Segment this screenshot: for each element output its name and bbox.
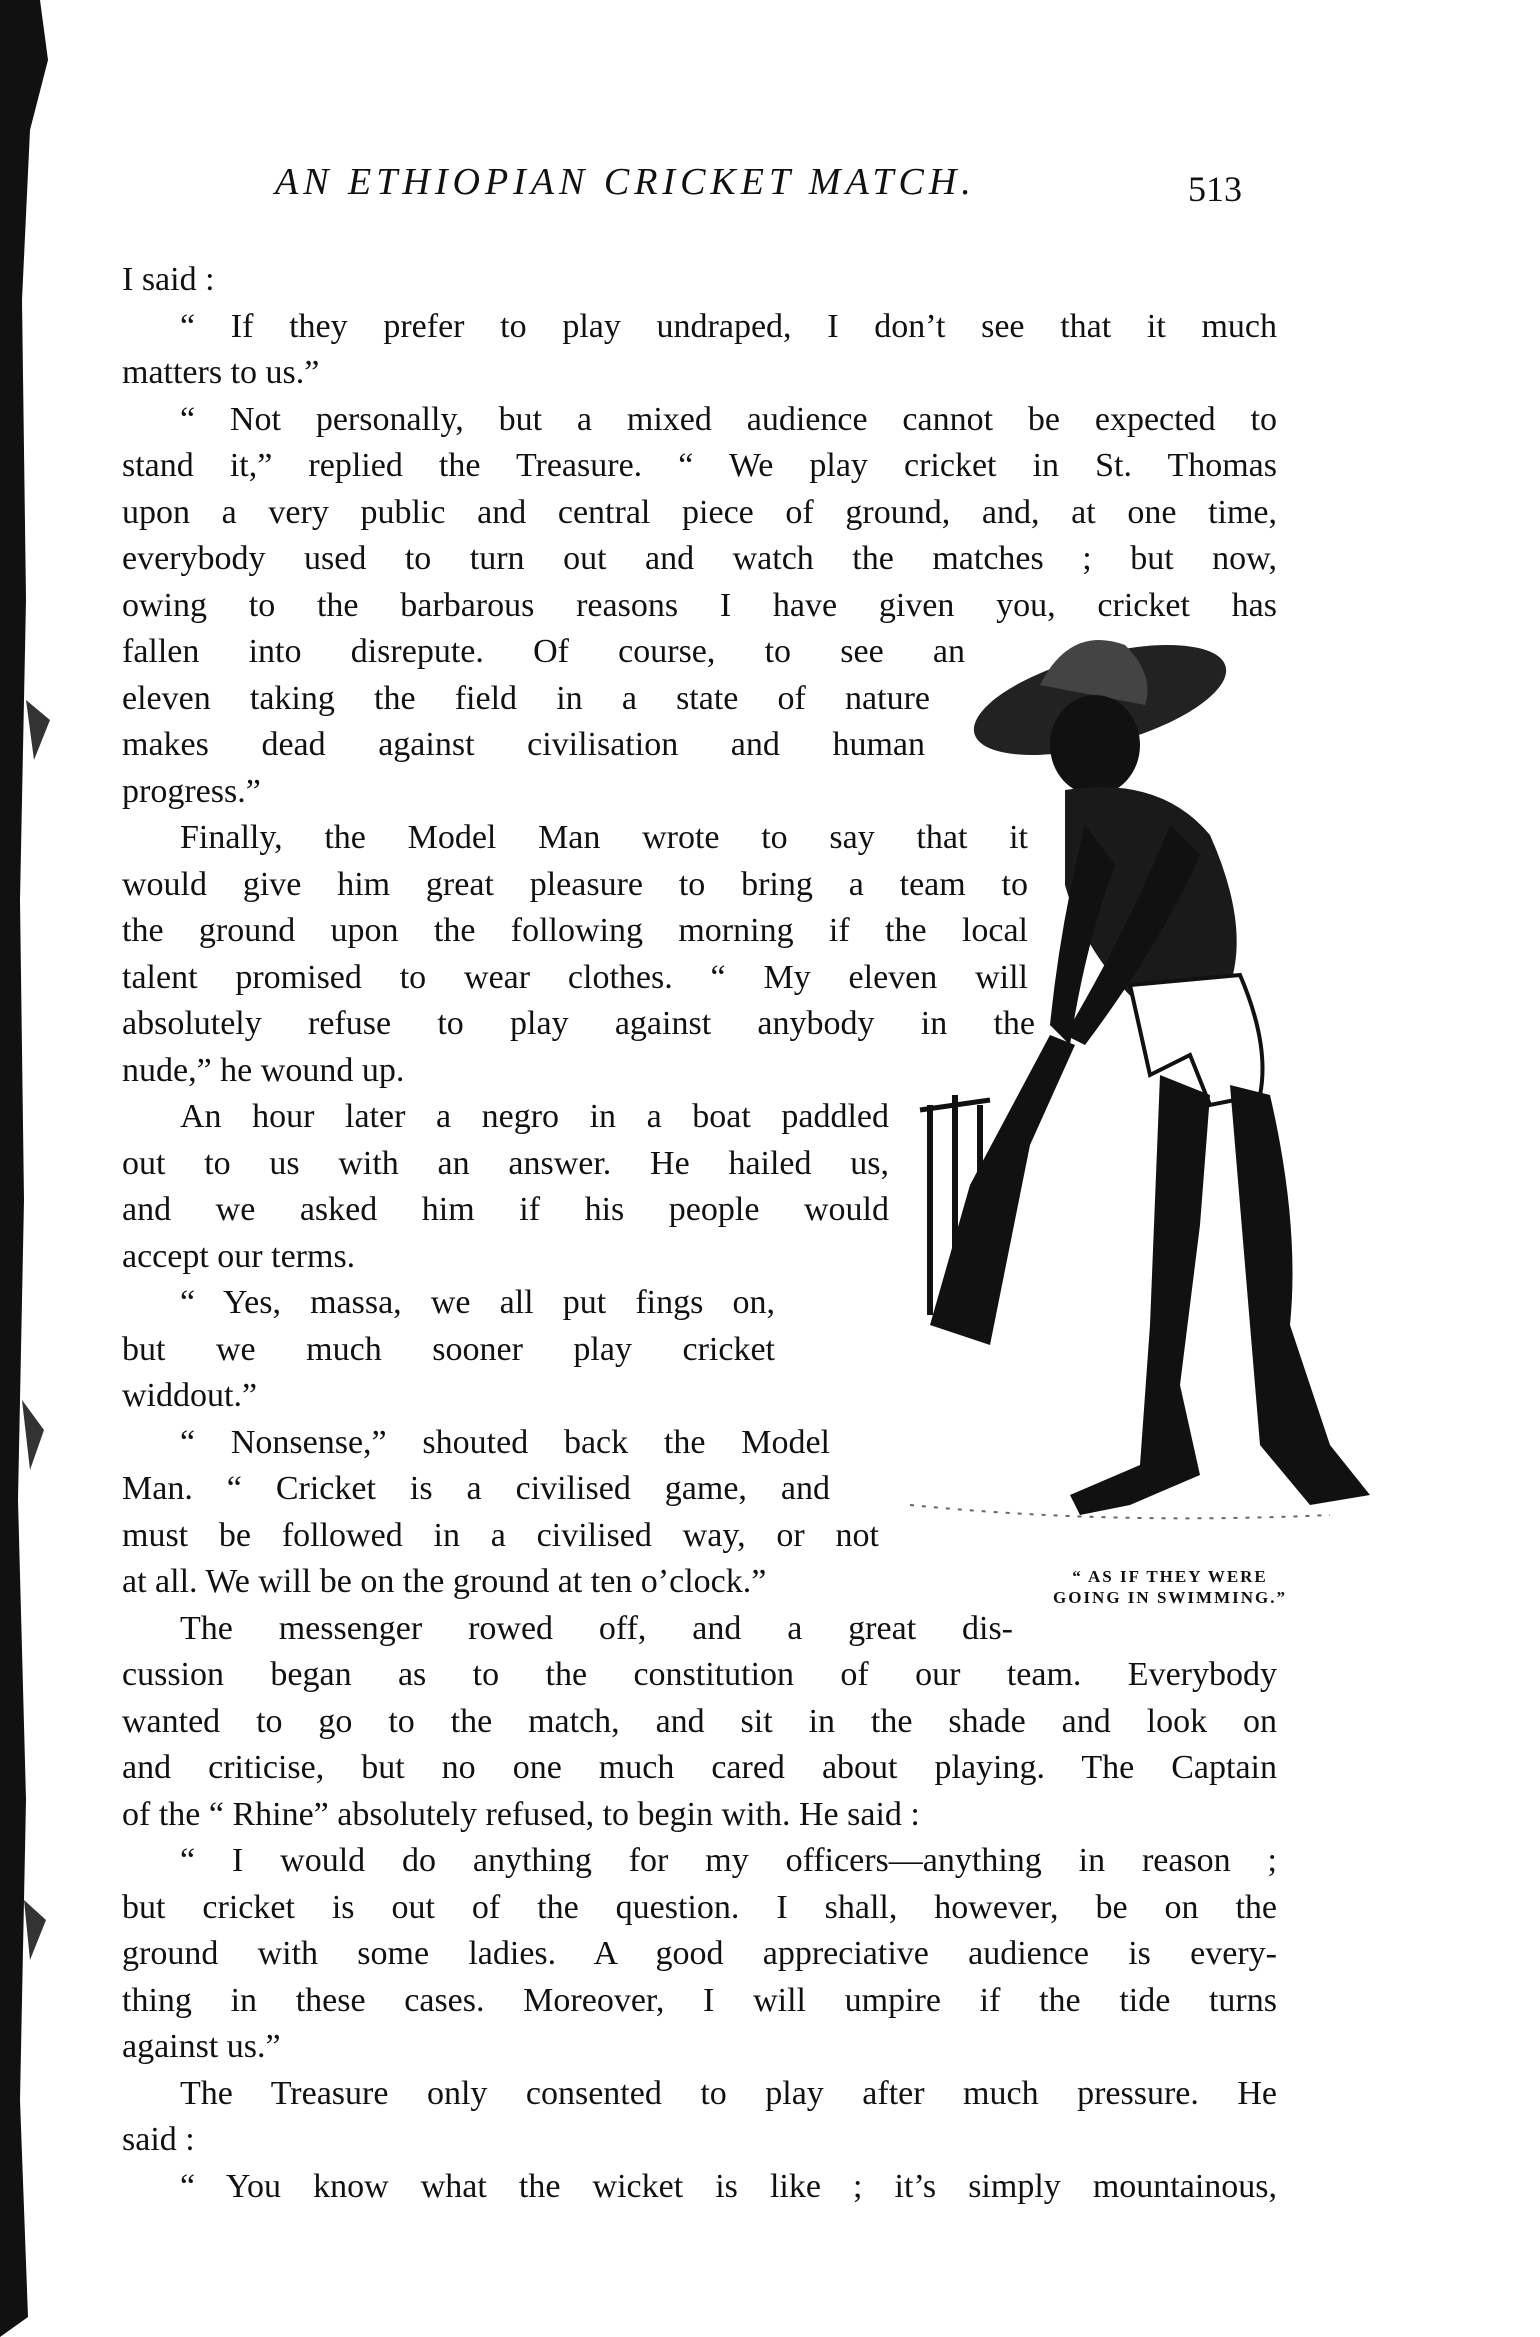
text-line: at all. We will be on the ground at ten o’clock.” xyxy=(122,1563,767,1600)
text-line: against us.” xyxy=(122,2028,281,2065)
caption-line-1: “ AS IF THEY WERE xyxy=(1072,1567,1268,1586)
text-line: would give him great pleasure to bring a team to xyxy=(122,865,1028,903)
text-line: “ I would do anything for my officers—anything in reason ; xyxy=(180,1842,1277,1879)
text-line: eleven taking the field in a state of nature xyxy=(122,679,930,717)
text-line: absolutely refuse to play against anybody in the xyxy=(122,1005,1035,1042)
text-line: nude,” he wound up. xyxy=(122,1051,405,1089)
text-line: makes dead against civilisation and human xyxy=(122,726,925,763)
text-line: “ You know what the wicket is like ; it’s simply mountainous, xyxy=(180,2167,1277,2205)
batsman-illustration xyxy=(910,625,1430,1555)
text-line: Man. “ Cricket is a civilised game, and xyxy=(122,1470,830,1507)
text-line: and criticise, but no one much cared about playing. The Captain xyxy=(122,1749,1277,1786)
text-line: matters to us.” xyxy=(122,354,320,391)
text-line: The Treasure only consented to play after much pressure. He xyxy=(180,2074,1277,2112)
text-line: out to us with an answer. He hailed us, xyxy=(122,1144,889,1182)
text-line: cussion began as to the constitution of our team. Everybody xyxy=(122,1656,1277,1693)
running-header: AN ETHIOPIAN CRICKET MATCH. xyxy=(275,161,976,203)
text-line: but we much sooner play cricket xyxy=(122,1330,775,1368)
text-line: The messenger rowed off, and a great dis- xyxy=(180,1609,1013,1647)
scan-binding-edge xyxy=(0,0,60,2337)
text-line: upon a very public and central piece of ground, and, at one time, xyxy=(122,493,1277,531)
text-line: widdout.” xyxy=(122,1377,258,1414)
text-line: must be followed in a civilised way, or not xyxy=(122,1516,879,1554)
text-line: talent promised to wear clothes. “ My eleven will xyxy=(122,958,1028,996)
text-line: “ Nonsense,” shouted back the Model xyxy=(180,1423,830,1461)
text-line: stand it,” replied the Treasure. “ We play cricket in St. Thomas xyxy=(122,447,1277,484)
text-line: but cricket is out of the question. I shall, however, be on the xyxy=(122,1888,1277,1926)
text-line: owing to the barbarous reasons I have given you, cricket has xyxy=(122,586,1277,624)
text-line: the ground upon the following morning if the local xyxy=(122,912,1028,949)
text-line: ground with some ladies. A good appreciative audience is every- xyxy=(122,1935,1277,1972)
text-line: wanted to go to the match, and sit in the shade and look on xyxy=(122,1702,1277,1740)
text-line: everybody used to turn out and watch the matches ; but now, xyxy=(122,540,1277,577)
text-line: said : xyxy=(122,2121,195,2158)
illustration-caption xyxy=(1025,1566,1315,1608)
page-number: 513 xyxy=(1188,169,1242,209)
text-line: fallen into disrepute. Of course, to see an xyxy=(122,633,965,670)
text-line: Finally, the Model Man wrote to say that it xyxy=(180,819,1028,856)
text-line: and we asked him if his people would xyxy=(122,1191,889,1228)
text-line: “ Yes, massa, we all put fings on, xyxy=(180,1284,775,1321)
text-line: accept our terms. xyxy=(122,1237,356,1275)
text-line: “ If they prefer to play undraped, I don’t see that it much xyxy=(180,307,1277,345)
caption-line-2: GOING IN SWIMMING.” xyxy=(1053,1588,1287,1607)
text-line: I said : xyxy=(122,261,215,298)
text-line: progress.” xyxy=(122,772,261,810)
text-line: thing in these cases. Moreover, I will umpire if the tide turns xyxy=(122,1981,1277,2019)
text-line: An hour later a negro in a boat paddled xyxy=(180,1098,889,1135)
text-line: “ Not personally, but a mixed audience cannot be expected to xyxy=(180,400,1277,438)
text-line: of the “ Rhine” absolutely refused, to begin with. He said : xyxy=(122,1795,920,1833)
